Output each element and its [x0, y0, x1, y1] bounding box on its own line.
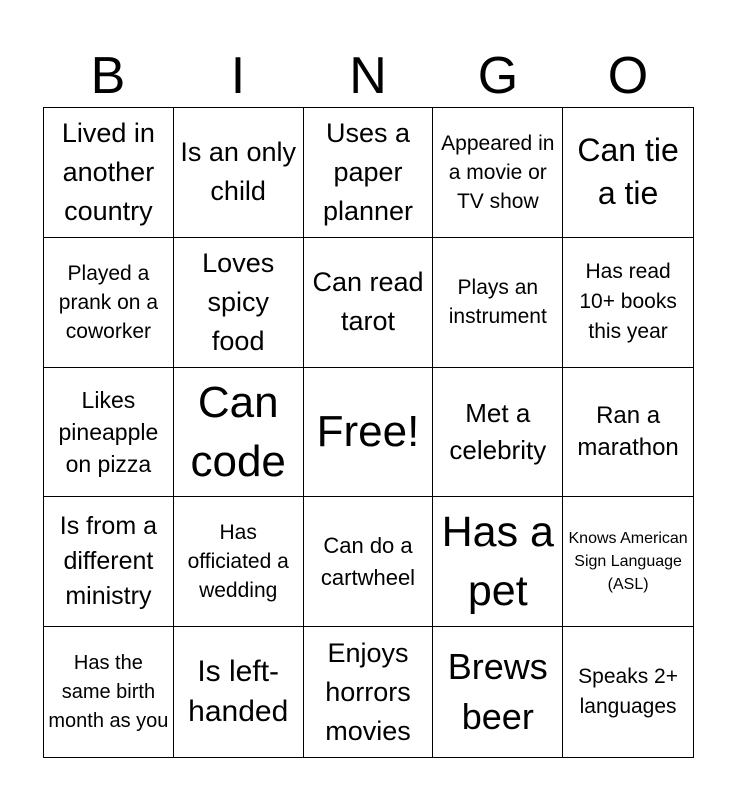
cell-text: Uses a paper planner: [322, 117, 414, 226]
cell-text: Can read tarot: [312, 267, 424, 337]
bingo-cell[interactable]: [44, 108, 174, 238]
bingo-cell[interactable]: [174, 497, 304, 627]
bingo-cell[interactable]: [433, 627, 563, 757]
bingo-cell[interactable]: [563, 497, 693, 627]
bingo-cell[interactable]: [304, 627, 434, 757]
bingo-cell[interactable]: [433, 108, 563, 238]
cell-text: Played a prank on a coworker: [58, 261, 159, 343]
header-letter-i: I: [230, 47, 246, 105]
cell-text: Enjoys horrors movies: [325, 637, 411, 746]
cell-text: Is from a different ministry: [59, 512, 158, 611]
cell-text: Is left-handed: [188, 655, 289, 729]
bingo-cell[interactable]: [563, 108, 693, 238]
bingo-cell[interactable]: [44, 368, 174, 498]
cell-text: Has read 10+ books this year: [579, 260, 677, 344]
bingo-cell-free[interactable]: [304, 368, 434, 498]
cell-text: Brews beer: [447, 646, 548, 738]
bingo-cell[interactable]: [563, 238, 693, 368]
bingo-cell[interactable]: [304, 108, 434, 238]
bingo-cell[interactable]: [174, 368, 304, 498]
cell-text: Has the same birth month as you: [48, 651, 169, 732]
cell-text: Likes pineapple on pizza: [58, 386, 159, 477]
bingo-cell[interactable]: [304, 238, 434, 368]
bingo-cell[interactable]: [174, 108, 304, 238]
bingo-cell[interactable]: [304, 497, 434, 627]
cell-text: Plays an instrument: [448, 276, 547, 329]
cell-text: Has a pet: [441, 507, 554, 615]
free-space-text: Free!: [316, 407, 420, 457]
bingo-cell[interactable]: [563, 627, 693, 757]
cell-text: Lived in another country: [61, 117, 155, 226]
cell-text: Can code: [190, 377, 286, 486]
bingo-board: [43, 107, 694, 758]
bingo-cell[interactable]: [174, 238, 304, 368]
bingo-cell[interactable]: [433, 238, 563, 368]
cell-text: Met a celebrity: [449, 397, 547, 465]
cell-text: Can do a cartwheel: [320, 532, 416, 590]
header-letter-n: N: [349, 47, 387, 105]
bingo-cell[interactable]: [44, 238, 174, 368]
bingo-header: [43, 44, 693, 108]
bingo-cell[interactable]: [44, 627, 174, 757]
bingo-cell[interactable]: [563, 368, 693, 498]
cell-text: Appeared in a movie or TV show: [441, 131, 555, 213]
cell-text: Has officiated a wedding: [187, 521, 289, 603]
header-letter-g: G: [477, 47, 519, 105]
bingo-cell[interactable]: [174, 627, 304, 757]
header-letter-b: B: [90, 47, 126, 105]
cell-text: Is an only child: [180, 137, 296, 207]
cell-text: Loves spicy food: [202, 247, 275, 356]
cell-text: Ran a marathon: [577, 401, 679, 461]
bingo-cell[interactable]: [433, 368, 563, 498]
cell-text: Speaks 2+ languages: [578, 665, 678, 719]
bingo-cell[interactable]: [433, 497, 563, 627]
cell-text: Can tie a tie: [577, 132, 679, 212]
cell-text: Knows American Sign Language (ASL): [568, 530, 688, 594]
header-letter-o: O: [607, 47, 649, 105]
bingo-cell[interactable]: [44, 497, 174, 627]
